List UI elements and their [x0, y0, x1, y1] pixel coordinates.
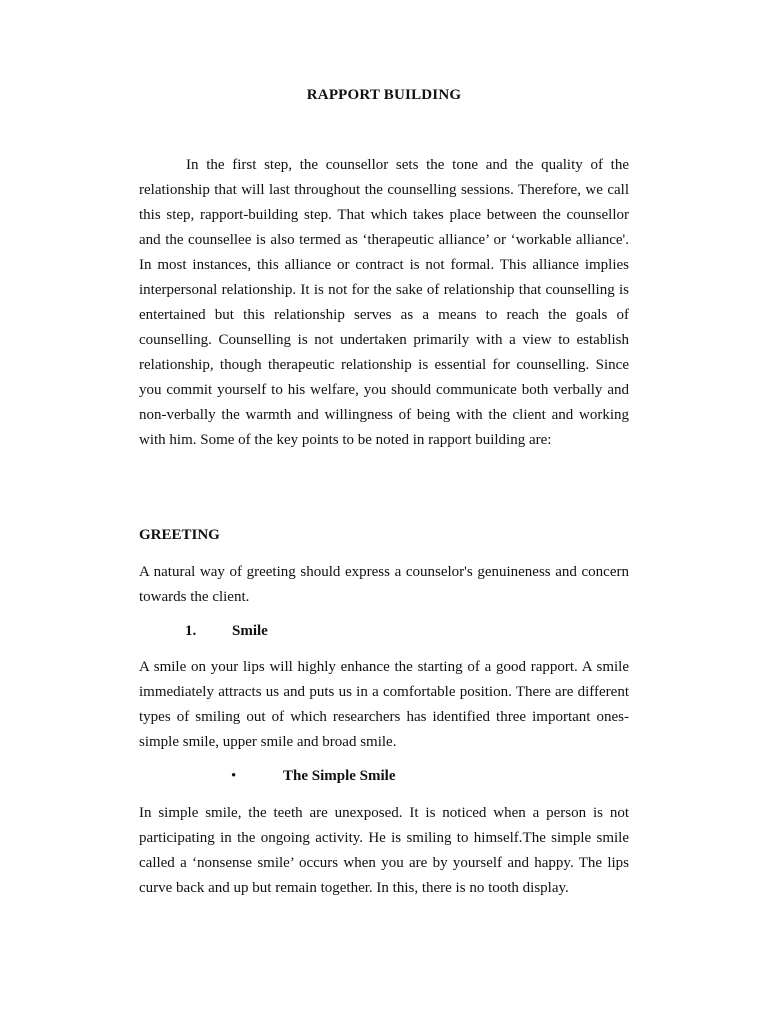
intro-paragraph: In the first step, the counsellor sets the tone and the quality of the relationship that will last throughout the counselling sessions. Therefore, we call this step, rapport-building step. That which takes place between the counsellor and the counsellee is also termed as ‘therapeutic alliance’ or ‘workable alliance'. In most instances, this alliance or contract is not formal. This alliance implies interpersonal relationship. It is not for the sake of relationship that counselling is entertained but this relationship serves as a means to reach the goals of counselling. Counselling is not undertaken primarily with a view to establish relationship, though therapeutic relationship is essential for counselling. Since you commit yourself to his welfare, you should communicate both verbally and non-verbally the warmth and willingness of being with the client and working with him. Some of the key points to be noted in rapport building are: — [139, 157, 629, 448]
greeting-heading: GREETING — [139, 527, 220, 543]
greeting-paragraph: A natural way of greeting should express a counselor's genuineness and concern towards the client. — [139, 564, 629, 605]
simple-smile-heading-label: The Simple Smile — [283, 768, 396, 784]
simple-smile-heading — [231, 768, 396, 785]
bullet-icon: • — [231, 768, 237, 784]
smile-paragraph: A smile on your lips will highly enhance the starting of a good rapport. A smile immediately attracts us and puts us in a comfortable position. There are different types of smiling out of which researchers has identified three important ones- simple smile, upper smile and broad smile. — [139, 659, 629, 750]
simple-smile-paragraph: In simple smile, the teeth are unexposed. It is noticed when a person is not participating in the ongoing activity. He is smiling to himself.The simple smile called a ‘nonsense smile’ occurs when you are by yourself and happy. The lips curve back and up but remain together. In this, there is no tooth display. — [139, 805, 629, 896]
page-title: RAPPORT BUILDING — [306, 87, 462, 103]
smile-heading-label: Smile — [232, 623, 268, 639]
smile-section-heading — [185, 623, 268, 640]
section-number: 1. — [185, 623, 197, 639]
